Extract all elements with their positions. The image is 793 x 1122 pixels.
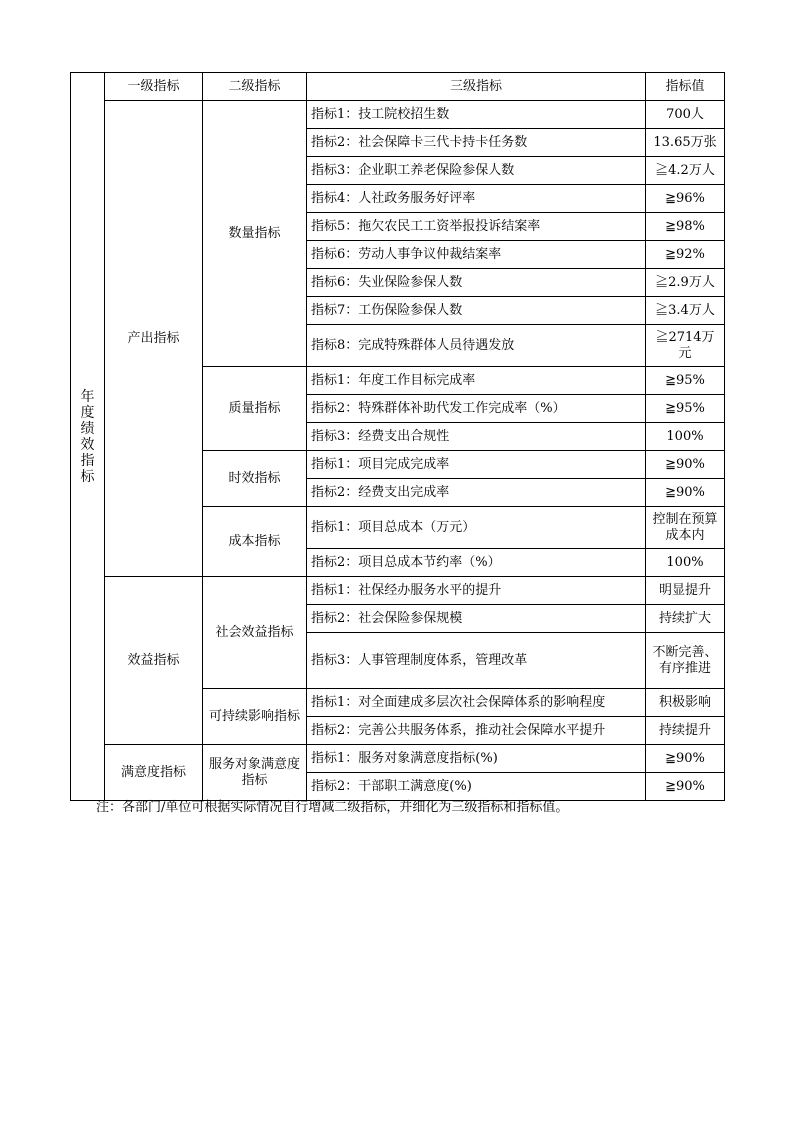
indicator-value: 不断完善、有序推进 <box>646 633 725 689</box>
table-row <box>71 745 725 773</box>
indicator-value: ≧2.9万人 <box>646 269 725 297</box>
indicator-value: ≧2714万元 <box>646 325 725 367</box>
header-value: 指标值 <box>646 73 725 101</box>
indicator-value: ≧98% <box>646 213 725 241</box>
table-row <box>71 101 725 129</box>
level2-sustainable: 可持续影响指标 <box>203 689 307 745</box>
indicator-name: 指标2：干部职工满意度(%) <box>307 773 646 801</box>
header-level3: 三级指标 <box>307 73 646 101</box>
header-row <box>71 73 725 101</box>
indicator-name: 指标2：社会保险参保规模 <box>307 605 646 633</box>
indicator-name: 指标1：项目完成完成率 <box>307 451 646 479</box>
indicator-value: 700人 <box>646 101 725 129</box>
indicator-value: ≧90% <box>646 479 725 507</box>
indicator-name: 指标2：经费支出完成率 <box>307 479 646 507</box>
indicator-name: 指标3：人事管理制度体系，管理改革 <box>307 633 646 689</box>
level2-cost: 成本指标 <box>203 507 307 577</box>
indicator-name: 指标1：技工院校招生数 <box>307 101 646 129</box>
indicator-value: ≧3.4万人 <box>646 297 725 325</box>
indicator-value: 100% <box>646 549 725 577</box>
header-level2: 二级指标 <box>203 73 307 101</box>
indicator-name: 指标1：年度工作目标完成率 <box>307 367 646 395</box>
indicator-value: ≧95% <box>646 395 725 423</box>
indicator-value: ≧95% <box>646 367 725 395</box>
level1-benefit: 效益指标 <box>105 577 203 745</box>
level2-quality: 质量指标 <box>203 367 307 451</box>
indicator-name: 指标7：工伤保险参保人数 <box>307 297 646 325</box>
table-row <box>71 577 725 605</box>
performance-indicator-table <box>70 72 725 801</box>
indicator-name: 指标8：完成特殊群体人员待遇发放 <box>307 325 646 367</box>
level2-social: 社会效益指标 <box>203 577 307 689</box>
indicator-name: 指标1：社保经办服务水平的提升 <box>307 577 646 605</box>
indicator-value: 控制在预算成本内 <box>646 507 725 549</box>
indicator-name: 指标6：劳动人事争议仲裁结案率 <box>307 241 646 269</box>
indicator-name: 指标2：特殊群体补助代发工作完成率（%） <box>307 395 646 423</box>
indicator-value: ≧92% <box>646 241 725 269</box>
indicator-name: 指标1：对全面建成多层次社会保障体系的影响程度 <box>307 689 646 717</box>
level2-timeliness: 时效指标 <box>203 451 307 507</box>
indicator-name: 指标4：人社政务服务好评率 <box>307 185 646 213</box>
footnote: 注：各部门/单位可根据实际情况自行增减二级指标，并细化为三级指标和指标值。 <box>96 800 569 815</box>
indicator-name: 指标2：社会保障卡三代卡持卡任务数 <box>307 129 646 157</box>
indicator-name: 指标3：经费支出合规性 <box>307 423 646 451</box>
header-level1: 一级指标 <box>105 73 203 101</box>
indicator-value: ≧90% <box>646 451 725 479</box>
level2-target-satisfaction: 服务对象满意度指标 <box>203 745 307 801</box>
indicator-name: 指标1：项目总成本（万元） <box>307 507 646 549</box>
indicator-name: 指标3：企业职工养老保险参保人数 <box>307 157 646 185</box>
indicator-value: 持续提升 <box>646 717 725 745</box>
indicator-name: 指标6：失业保险参保人数 <box>307 269 646 297</box>
indicator-value: 100% <box>646 423 725 451</box>
indicator-value: ≧4.2万人 <box>646 157 725 185</box>
indicator-name: 指标1：服务对象满意度指标(%) <box>307 745 646 773</box>
indicator-name: 指标5：拖欠农民工工资举报投诉结案率 <box>307 213 646 241</box>
indicator-value: ≧96% <box>646 185 725 213</box>
indicator-value: 积极影响 <box>646 689 725 717</box>
indicator-value: 明显提升 <box>646 577 725 605</box>
level1-satisfaction: 满意度指标 <box>105 745 203 801</box>
indicator-value: 13.65万张 <box>646 129 725 157</box>
indicator-value: ≧90% <box>646 773 725 801</box>
indicator-name: 指标2：项目总成本节约率（%） <box>307 549 646 577</box>
level1-output: 产出指标 <box>105 101 203 577</box>
indicator-value: ≧90% <box>646 745 725 773</box>
indicator-name: 指标2：完善公共服务体系，推动社会保障水平提升 <box>307 717 646 745</box>
indicator-value: 持续扩大 <box>646 605 725 633</box>
level2-quantity: 数量指标 <box>203 101 307 367</box>
side-label-cell: 年 度 绩 效 指 标 <box>71 73 105 801</box>
